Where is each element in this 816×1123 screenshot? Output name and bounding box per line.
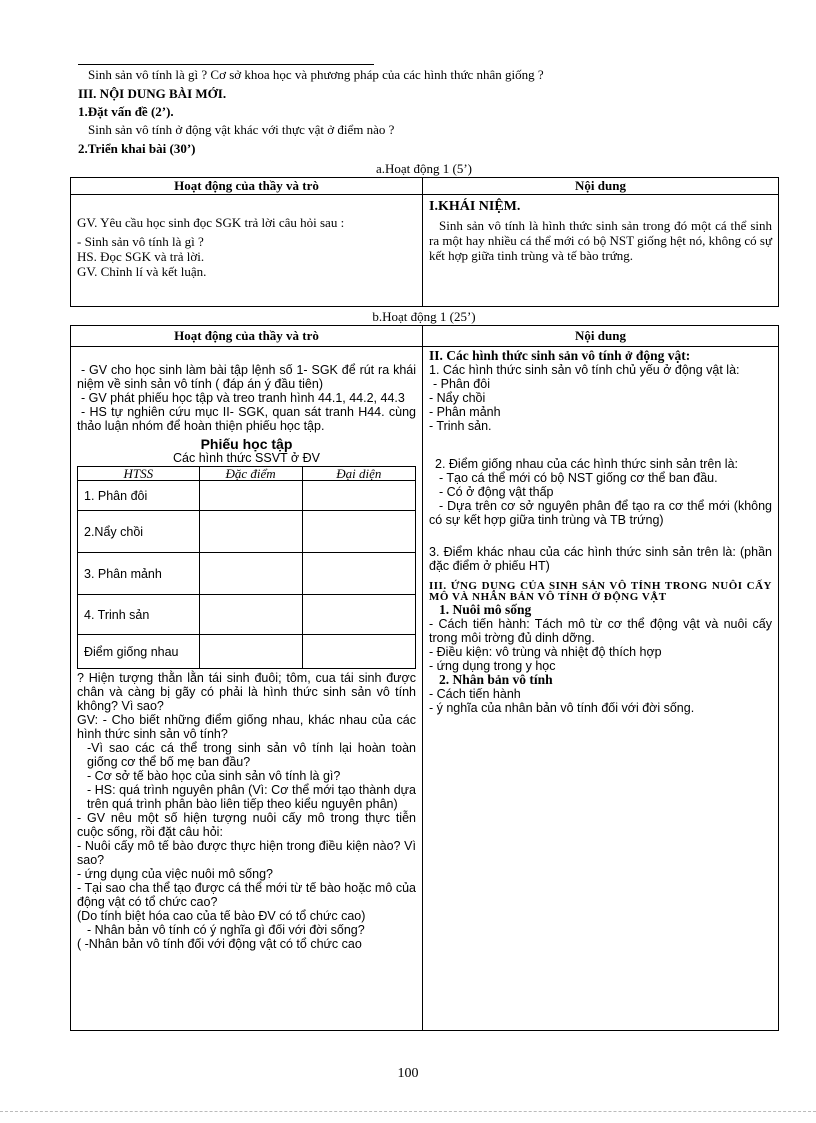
activity-a-caption: a.Hoạt động 1 (5’) <box>375 161 473 176</box>
activity-b-left-1: - GV cho học sinh làm bài tập lệnh số 1- SGK để rút ra khái niệm về sinh sản vô tính ( đáp án ý đầu tiên) <box>77 363 416 391</box>
activity-b-question-2: GV: - Cho biết những điểm giống nhau, khác nhau của các hình thức sinh sản vô tính? <box>77 713 416 741</box>
worksheet-cell <box>302 511 415 553</box>
worksheet-cell <box>199 481 302 511</box>
forms-title: II. Các hình thức sinh sản vô tính ở động vật: <box>429 348 691 363</box>
activity-b-left-3: - HS tự nghiên cứu mục II- SGK, quan sát tranh H44. cùng thảo luận nhóm để hoàn thiện phiếu học tập. <box>77 405 416 433</box>
worksheet-cell <box>302 553 415 595</box>
cloning-heading: 2. Nhân bản vô tính <box>439 672 553 687</box>
activity-b-answer-3: ( -Nhân bản vô tính đối với động vật có tổ chức cao <box>77 937 362 951</box>
worksheet-cell <box>302 635 415 669</box>
activity-a-left-1: GV. Yêu cầu học sinh đọc SGK trả lời câu hỏi sau : <box>77 215 345 230</box>
worksheet-row <box>78 481 416 511</box>
form-item: - Phân đôi <box>433 377 490 391</box>
worksheet-cell <box>199 511 302 553</box>
cloning-item: - ý nghĩa của nhân bản vô tính đối với đời sống. <box>429 701 695 715</box>
activity-b-question-1: ? Hiện tượng thằn lằn tái sinh đuôi; tôm, cua tái sinh được chân và càng bị gãy có phải là hình thức sinh sản vô tính không? Vì sao? <box>77 671 416 713</box>
activity-b-answer-1: - HS: quá trình nguyên phân (Vì: Cơ thể mới tạo thành dựa trên quá trình phân bào liên tiếp theo kiểu nguyên phân) <box>87 783 416 811</box>
activity-b-question-4: - Cơ sở tế bào học của sinh sản vô tính là gì? <box>87 769 341 783</box>
worksheet-row-label: 1. Phân đôi <box>78 481 200 511</box>
worksheet-cell <box>199 553 302 595</box>
activity-b-table <box>70 325 779 1031</box>
concept-title: I.KHÁI NIỆM. <box>429 199 521 214</box>
activity-a-left-2: - Sinh sản vô tính là gì ? <box>77 234 204 249</box>
activity-b-question-7: - ứng dụng của việc nuôi mô sống? <box>77 867 273 881</box>
activity-b-col1-header: Hoạt động của thầy và trò <box>174 328 319 343</box>
activity-a-col1-header: Hoạt động của thầy và trò <box>174 178 319 193</box>
tissue-culture-item: - ứng dụng trong y học <box>429 659 556 673</box>
worksheet-cell <box>302 595 415 635</box>
worksheet-cell <box>199 595 302 635</box>
activity-a-table <box>70 177 779 307</box>
activity-b-answer-2: (Do tính biệt hóa cao của tế bào ĐV có tổ chức cao) <box>77 909 366 923</box>
worksheet-title: Phiếu học tập <box>200 436 293 452</box>
activity-b-caption: b.Hoạt động 1 (25’) <box>372 309 476 324</box>
tissue-culture-item: - Điều kiện: vô trùng và nhiệt độ thích hợp <box>429 645 662 659</box>
worksheet-subtitle: Các hình thức SSVT ở ĐV <box>173 451 320 465</box>
worksheet-row-label: Điểm giống nhau <box>78 635 200 669</box>
worksheet-row <box>78 553 416 595</box>
activity-b-question-6: - Nuôi cấy mô tế bào được thực hiện trong điều kiện nào? Vì sao? <box>77 839 416 867</box>
worksheet-header-htss: HTSS <box>78 467 200 481</box>
section-title: III. NỘI DUNG BÀI MỚI. <box>78 86 227 101</box>
tissue-culture-item: - Cách tiến hành: Tách mô từ cơ thể động vật và nuôi cấy trong môi trờng đủ dinh dỡng. <box>429 617 772 645</box>
similarity-item: - Có ở động vật thấp <box>439 485 554 499</box>
activity-b-col2-header: Nội dung <box>575 328 626 343</box>
worksheet-header-features: Đặc điểm <box>199 467 302 481</box>
worksheet-row <box>78 595 416 635</box>
intro-question: Sinh sản vô tính là gì ? Cơ sở khoa học và phương pháp của các hình thức nhân giống ? <box>88 67 544 82</box>
similarity-item: - Dựa trên cơ sở nguyên phân để tạo ra cơ thể mới (không có sự kết hợp giữa tinh trùng và TB trứng) <box>429 499 772 527</box>
worksheet-row-label: 3. Phân mảnh <box>78 553 200 595</box>
differences-text: 3. Điểm khác nhau của các hình thức sinh sản trên là: (phần đặc điểm ở phiếu HT) <box>429 545 772 573</box>
similarities-intro: 2. Điểm giống nhau của các hình thức sinh sản trên là: <box>435 457 738 471</box>
activity-b-question-5: - GV nêu một số hiện tượng nuôi cấy mô trong thực tiễn cuộc sống, rồi đặt câu hỏi: <box>77 811 416 839</box>
subsection-2: 2.Triển khai bài (30’) <box>78 141 196 156</box>
similarity-item: - Tạo cá thể mới có bộ NST giống cơ thể ban đầu. <box>439 471 718 485</box>
subsection-1-question: Sinh sản vô tính ở động vật khác với thực vật ở điểm nào ? <box>88 122 395 137</box>
activity-b-question-8: - Tại sao cha thể tạo được cá thể mới từ tế bào hoặc mô của động vật có tổ chức cao? <box>77 881 416 909</box>
activity-b-left-2: - GV phát phiếu học tập và treo tranh hình 44.1, 44.2, 44.3 <box>81 391 405 405</box>
worksheet-cell <box>199 635 302 669</box>
worksheet-cell <box>302 481 415 511</box>
form-item: - Nẩy chồi <box>429 391 486 405</box>
worksheet-row-label: 2.Nẩy chồi <box>78 511 200 553</box>
concept-text: Sinh sản vô tính là hình thức sinh sản trong đó một cá thể sinh ra một hay nhiều cá thể mới có bộ NST giống hệt nó, không có sự kết hợp giữa tinh trùng và tế bào trứng. <box>429 218 772 263</box>
activity-b-question-9: - Nhân bản vô tính có ý nghĩa gì đối với đời sống? <box>87 923 365 937</box>
worksheet-table <box>77 466 416 669</box>
activity-a-col2-header: Nội dung <box>575 178 626 193</box>
subsection-1: 1.Đặt vấn đề (2’). <box>78 104 174 119</box>
activity-a-left-3: HS. Đọc SGK và trả lời. <box>77 249 205 264</box>
page-footer-rule <box>0 1111 816 1112</box>
form-item: - Trinh sản. <box>429 419 492 433</box>
forms-intro: 1. Các hình thức sinh sản vô tính chủ yếu ở động vật là: <box>429 363 740 377</box>
header-rule <box>78 64 374 65</box>
activity-a-left-4: GV. Chỉnh lí và kết luận. <box>77 264 207 279</box>
applications-title: III. ỨNG DỤNG CỦA SINH SẢN VÔ TÍNH TRONG NUÔI CẤY MÔ VÀ NHÂN BẢN VÔ TÍNH Ở ĐỘNG VẬT <box>429 580 772 603</box>
worksheet-header-examples: Đại diện <box>302 467 415 481</box>
worksheet-row-label: 4. Trinh sản <box>78 595 200 635</box>
tissue-culture-heading: 1. Nuôi mô sống <box>439 602 532 617</box>
cloning-item: - Cách tiến hành <box>429 687 521 701</box>
worksheet-row <box>78 511 416 553</box>
activity-b-question-3: -Vì sao các cá thể trong sinh sản vô tính lại hoàn toàn giống cơ thể bố mẹ ban đầu? <box>87 741 416 769</box>
worksheet-row <box>78 635 416 669</box>
form-item: - Phân mảnh <box>429 405 501 419</box>
page-number: 100 <box>397 1066 419 1081</box>
